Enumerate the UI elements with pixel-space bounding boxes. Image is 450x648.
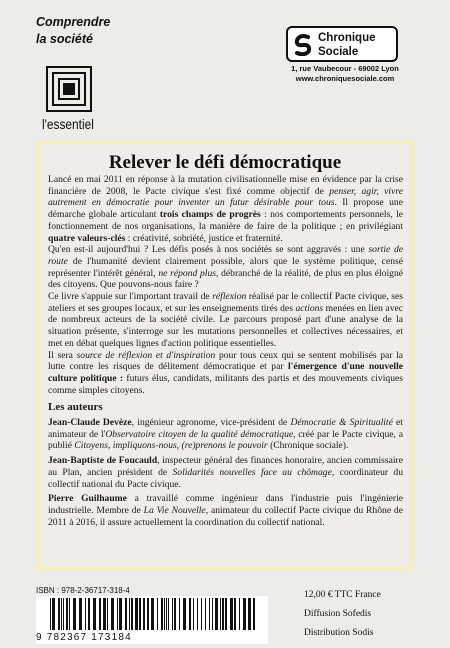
publisher-name-2: Sociale [318, 46, 359, 58]
barcode-bar [253, 598, 255, 630]
authors-heading: Les auteurs [48, 401, 103, 414]
barcode-bar [61, 598, 62, 630]
barcode-bar [225, 598, 227, 630]
paragraph-3: Ce livre s'appuie sur l'important travail de réflexion réalisé par le collectif Pacte civique, ses ateliers et ses groupes locaux, et sur les enseignements tirés des actions menées en lien avec de nombreux acteurs de la société civile. Le parcours proposé part d'une analyse de la situation présente, s'interroge sur les mutations personnelles et collectives nécessaires, et met en débat quelques lignes d'action politique essentielles. [48, 291, 404, 349]
barcode-bar [197, 598, 198, 630]
series-line-2: la société [36, 32, 93, 46]
barcode-bar [172, 598, 173, 630]
barcode-bar [131, 598, 133, 630]
barcode-bar [107, 598, 108, 630]
barcode-bar [79, 598, 82, 630]
back-cover-text [48, 174, 403, 528]
barcode-bar [161, 598, 163, 630]
barcode-bar [85, 598, 86, 630]
chronique-sociale-logo-icon [294, 34, 312, 56]
barcode-bar [205, 598, 206, 630]
barcode-bar [222, 598, 224, 630]
publisher-logo [286, 26, 398, 62]
barcode-bar [239, 598, 240, 630]
barcode-bar [119, 598, 122, 630]
barcode-bar [99, 598, 101, 630]
barcode-bar [179, 598, 180, 630]
author-3: Pierre Guilhaume a travaillé comme ingénieur dans l'industrie puis l'ingénierie industrielle. Membre de La Vie Nouvelle, animateur du collectif Pacte civique du Rhône de 2011 à 2016, il assure actuellement la coordination du collectif national. [48, 493, 403, 528]
barcode-bar [248, 598, 251, 630]
publisher-name-1: Chronique [318, 32, 376, 44]
paragraph-4: Il sera source de réflexion et d'inspiration pour tous ceux qui se sentent mobilisés par la lutte contre les risques de délitement démocratique et par l'émergence d'une nouvelle culture politique : futurs élus, candidats, militants des partis et des mouvements civiques comme simples citoyens. [48, 349, 404, 396]
barcode-bar [147, 598, 149, 630]
barcode-bar [93, 598, 96, 630]
barcode-bar [168, 598, 169, 630]
distribution: Distribution Sodis [304, 628, 374, 638]
barcode-bar [117, 598, 118, 630]
nested-squares-logo-icon [46, 66, 92, 112]
barcode-bar [125, 598, 127, 630]
barcode-bar [88, 598, 90, 630]
barcode-bar [129, 598, 130, 630]
author-1-name: Jean-Claude Devèze [48, 417, 132, 429]
barcode-bar [189, 598, 191, 630]
barcode-bar [220, 598, 221, 630]
paragraph-2: Qu'en est-il aujourd'hui ? Les défis posés à nos sociétés se sont aggravés : une sortie de route de l'humanité devient clairement possible, alors que le système politique, censé représenter l'intérêt général, ne répond plus, débranché de la réalité, de plus en plus éloigné des citoyens. Que pouvons-nous faire ? [48, 244, 403, 291]
barcode-bar [215, 598, 218, 630]
barcode-bar [143, 598, 145, 630]
barcode-bar [166, 598, 167, 630]
book-title: Relever le défi démocratique [108, 152, 342, 173]
barcode-bar [73, 598, 76, 630]
isbn: ISBN : 978-2-36717-318-4 [36, 586, 130, 595]
barcode-bar [193, 598, 194, 630]
author-2-name: Jean-Baptiste de Foucauld [48, 455, 158, 467]
barcode-bar [111, 598, 114, 630]
publisher-name [318, 31, 376, 59]
barcode-bar [50, 598, 51, 630]
barcode-bar [66, 598, 68, 630]
barcode-bar [151, 598, 154, 630]
price: 12,00 € TTC France [304, 590, 381, 600]
barcode-bar [201, 598, 202, 630]
barcode-bar [164, 598, 165, 630]
series-label: l'essentiel [42, 116, 94, 132]
barcode-bar [212, 598, 213, 630]
barcode-bar [58, 598, 60, 630]
barcode-bar [103, 598, 106, 630]
author-3-name: Pierre Guilhaume [48, 493, 127, 505]
series-line-1: Comprendre [36, 15, 111, 29]
publisher-website: www.chroniquesociale.com [295, 74, 395, 83]
barcode-bar [234, 598, 236, 630]
publisher-address: 1, rue Vaubecour - 69002 Lyon [291, 64, 399, 73]
diffusion: Diffusion Sofedis [304, 609, 372, 619]
author-1: Jean-Claude Devèze, ingénieur agronome, vice-président de Démocratie & Spiritualité et animateur de l'Observatoire citoyen de la qualité démocratique, créé par le Pacte civique, a publié Citoyens, impliquons-nous, (re)prenons le pouvoir (Chronique sociale). [48, 417, 403, 452]
barcode-bar [69, 598, 70, 630]
barcode-bars [36, 596, 268, 632]
barcode-bar [139, 598, 141, 630]
publisher-address-block [270, 64, 420, 84]
barcode-digits: 9 782367 173184 [36, 632, 268, 643]
barcode-bar [52, 598, 55, 630]
barcode-bar [157, 598, 158, 630]
barcode-bar [63, 598, 64, 630]
price-block [304, 586, 381, 643]
barcode-bar [183, 598, 186, 630]
barcode-bar [230, 598, 233, 630]
paragraph-1: Lancé en mai 2011 en réponse à la mutation civilisationnelle mise en évidence par la crise financière de 2008, le Pacte civique s'est fixé comme objectif de penser, agir, vivre autrement en démocratie pour inventer un futur désirable pour tous. Il propose une démarche globale articulant trois champs de progrès : nos comportements personnels, le fonctionnement de nos organisations, la manière de faire de la politique ; en privilégiant quatre valeurs-clés : créativité, sobriété, justice et fraternité. [48, 174, 403, 244]
barcode-bar [209, 598, 210, 630]
barcode-bar [243, 598, 246, 630]
series-block [36, 14, 126, 48]
author-2: Jean-Baptiste de Foucauld, inspecteur général des finances honoraire, ancien commissaire au Plan, ancien président de Solidarités nouvelles face au chômage, coordinateur du collectif national du Pacte civique. [48, 455, 403, 490]
barcode-bar [135, 598, 138, 630]
barcode-bar [174, 598, 176, 630]
